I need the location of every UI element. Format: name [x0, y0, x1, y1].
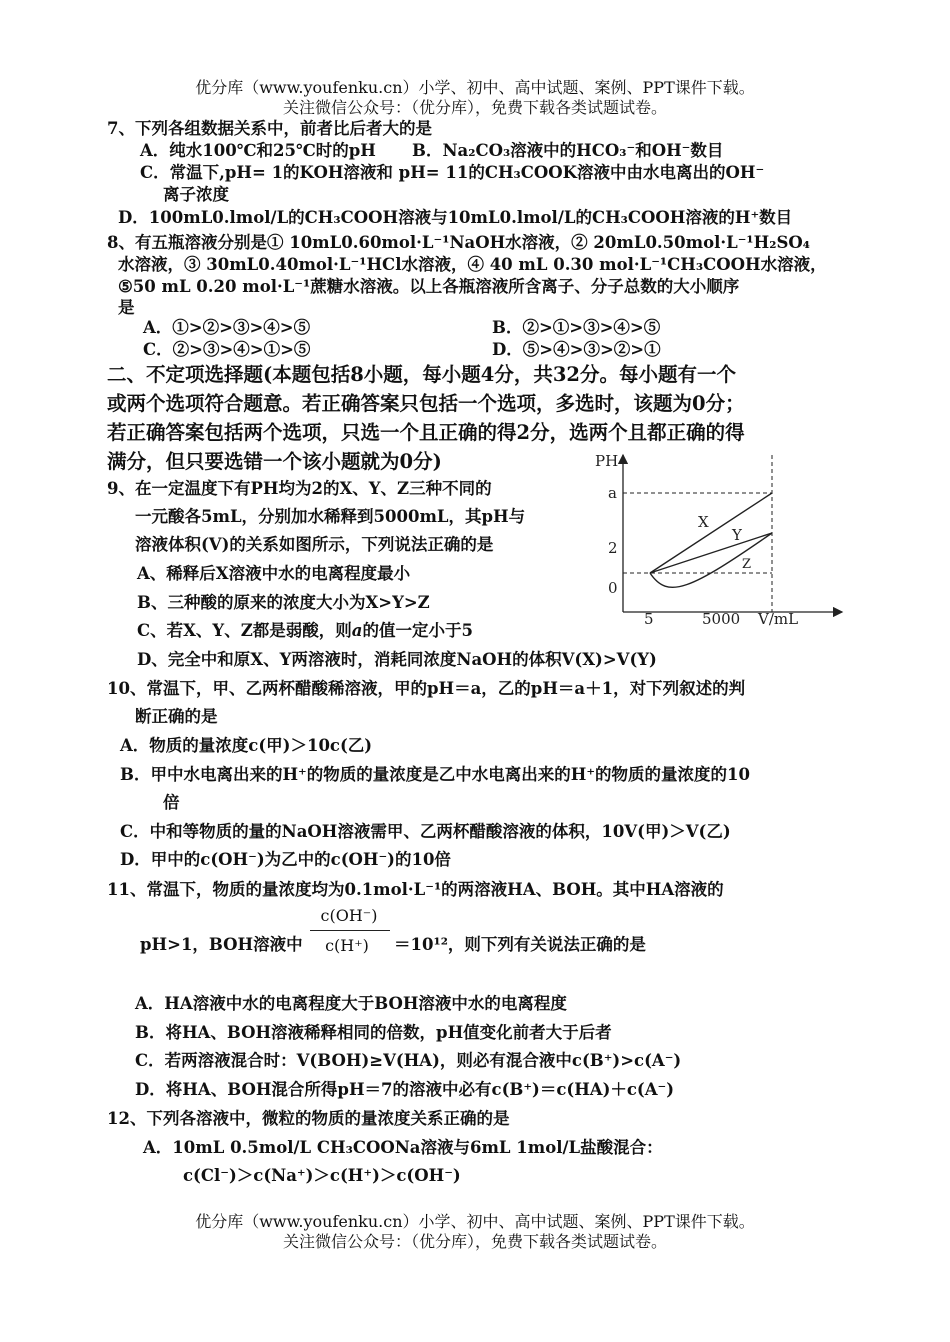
q8-option-b: B．②>①>③>④>⑤	[492, 318, 661, 337]
q11-option-a: A．HA溶液中水的电离程度大于BOH溶液中水的电离程度	[135, 994, 567, 1013]
curve-z	[650, 533, 772, 587]
q11-option-c: C．若两溶液混合时：V(BOH)≥V(HA)，则必有混合液中c(B⁺)>c(A⁻)	[135, 1051, 682, 1070]
q11-fraction-bar	[310, 930, 390, 931]
x-tick-5: 5	[644, 610, 654, 628]
header-line-1: 优分库（www.youfenku.cn）小学、初中、高中试题、案例、PPT课件下载。	[195, 78, 755, 97]
q10-option-b-cont: 倍	[163, 793, 180, 812]
q10-stem-2: 断正确的是	[135, 707, 218, 726]
q9-stem-1: 9、在一定温度下有PH均为2的X、Y、Z三种不同的	[107, 479, 492, 498]
q7-option-d: D．100mL0.lmol/L的CH₃COOH溶液与10mL0.lmol/L的CH₃COOH溶液的H⁺数目	[118, 208, 793, 227]
curve-x-label: X	[698, 513, 709, 531]
x-tick-5000: 5000	[702, 610, 741, 628]
q11-stem-2-post: ＝10¹²，则下列有关说法正确的是	[394, 935, 646, 954]
q9-option-c: C、若X、Y、Z都是弱酸，则a的值一定小于5	[137, 621, 473, 640]
y-tick-a: a	[608, 484, 617, 502]
q12-option-a-relation: c(Cl⁻)＞c(Na⁺)＞c(H⁺)＞c(OH⁻)	[183, 1166, 461, 1185]
footer-line-1: 优分库（www.youfenku.cn）小学、初中、高中试题、案例、PPT课件下载。	[195, 1212, 755, 1231]
curve-y-label: Y	[732, 526, 742, 544]
curve-y	[650, 533, 772, 573]
q10-option-a: A．物质的量浓度c(甲)＞10c(乙)	[120, 736, 373, 755]
q11-fraction-numerator: c(OH⁻)	[320, 906, 378, 925]
footer-line-2: 关注微信公众号：（优分库），免费下载各类试题试卷。	[282, 1232, 667, 1251]
section2-line-2: 或两个选项符合题意。若正确答案只包括一个选项，多选时，该题为0分；	[107, 392, 745, 415]
q10-stem-1: 10、常温下，甲、乙两杯醋酸稀溶液，甲的pH＝a，乙的pH＝a＋1，对下列叙述的判	[107, 679, 746, 698]
q12-option-a: A．10mL 0.5mol/L CH₃COONa溶液与6mL 1mol/L盐酸混合：	[143, 1138, 663, 1157]
curve-x	[650, 493, 772, 573]
q8-stem-1: 8、有五瓶溶液分别是① 10mL0.60mol·L⁻¹NaOH水溶液，② 20mL0.50mol·L⁻¹H₂SO₄	[107, 233, 810, 252]
q11-stem-1: 11、常温下，物质的量浓度均为0.1mol·L⁻¹的两溶液HA、BOH。其中HA溶液的	[107, 880, 724, 899]
q10-option-c: C．中和等物质的量的NaOH溶液需甲、乙两杯醋酸溶液的体积，10V(甲)＞V(乙)	[120, 822, 731, 841]
curve-z-label: Z	[742, 557, 752, 572]
header-line-2: 关注微信公众号：（优分库），免费下载各类试题试卷。	[282, 98, 667, 117]
y-tick-0: 0	[608, 579, 618, 597]
q11-fraction-denominator: c(H⁺)	[325, 936, 369, 955]
q9-ph-volume-graph	[590, 450, 850, 630]
q9-stem-3: 溶液体积(V)的关系如图所示，下列说法正确的是	[135, 535, 494, 554]
q8-option-a: A．①>②>③>④>⑤	[143, 318, 311, 337]
q8-stem-4: 是	[118, 298, 135, 317]
y-axis-label: PH	[595, 452, 619, 470]
section2-line-3: 若正确答案包括两个选项，只选一个且正确的得2分，选两个且都正确的得	[107, 421, 745, 444]
q11-stem-2-pre: pH>1，BOH溶液中	[140, 935, 303, 954]
q9-stem-2: 一元酸各5mL，分别加水稀释到5000mL，其pH与	[135, 507, 526, 526]
q7-stem: 7、下列各组数据关系中，前者比后者大的是	[107, 119, 432, 138]
q10-option-d: D．甲中的c(OH⁻)为乙中的c(OH⁻)的10倍	[120, 850, 451, 869]
q11-option-d: D．将HA、BOH混合所得pH＝7的溶液中必有c(B⁺)＝c(HA)＋c(A⁻)	[135, 1080, 675, 1099]
q9-option-b: B、三种酸的原来的浓度大小为X>Y>Z	[137, 593, 430, 612]
q7-option-c-cont: 离子浓度	[163, 185, 229, 204]
q7-option-c: C．常温下,pH= 1的KOH溶液和 pH= 11的CH₃COOK溶液中由水电离出的OH⁻	[140, 163, 765, 182]
q8-stem-3: ⑤50 mL 0.20 mol·L⁻¹蔗糖水溶液。以上各瓶溶液所含离子、分子总数的大小顺序	[118, 277, 740, 296]
q12-stem: 12、下列各溶液中，微粒的物质的量浓度关系正确的是	[107, 1109, 510, 1128]
q8-option-d: D．⑤>④>③>②>①	[492, 340, 661, 359]
q7-option-b: B．Na₂CO₃溶液中的HCO₃⁻和OH⁻数目	[412, 141, 724, 160]
q7-option-a: A．纯水100℃和25℃时的pH	[140, 141, 376, 160]
q10-option-b: B．甲中水电离出来的H⁺的物质的量浓度是乙中水电离出来的H⁺的物质的量浓度的10	[120, 765, 751, 784]
y-tick-2: 2	[608, 539, 618, 557]
section2-line-1: 二、不定项选择题(本题包括8小题，每小题4分，共32分。每小题有一个	[107, 363, 736, 386]
x-axis-label: V/mL	[758, 610, 799, 628]
q9-option-d: D、完全中和原X、Y两溶液时，消耗同浓度NaOH的体积V(X)>V(Y)	[137, 650, 657, 669]
q8-option-c: C．②>③>④>①>⑤	[143, 340, 311, 359]
q9-option-a: A、稀释后X溶液中水的电离程度最小	[137, 564, 411, 583]
q8-stem-2: 水溶液，③ 30mL0.40mol·L⁻¹HCl水溶液，④ 40 mL 0.30 mol·L⁻¹CH₃COOH水溶液，	[118, 255, 827, 274]
q11-option-b: B．将HA、BOH溶液稀释相同的倍数，pH值变化前者大于后者	[135, 1023, 612, 1042]
section2-line-4: 满分，但只要选错一个该小题就为0分)	[107, 450, 442, 473]
